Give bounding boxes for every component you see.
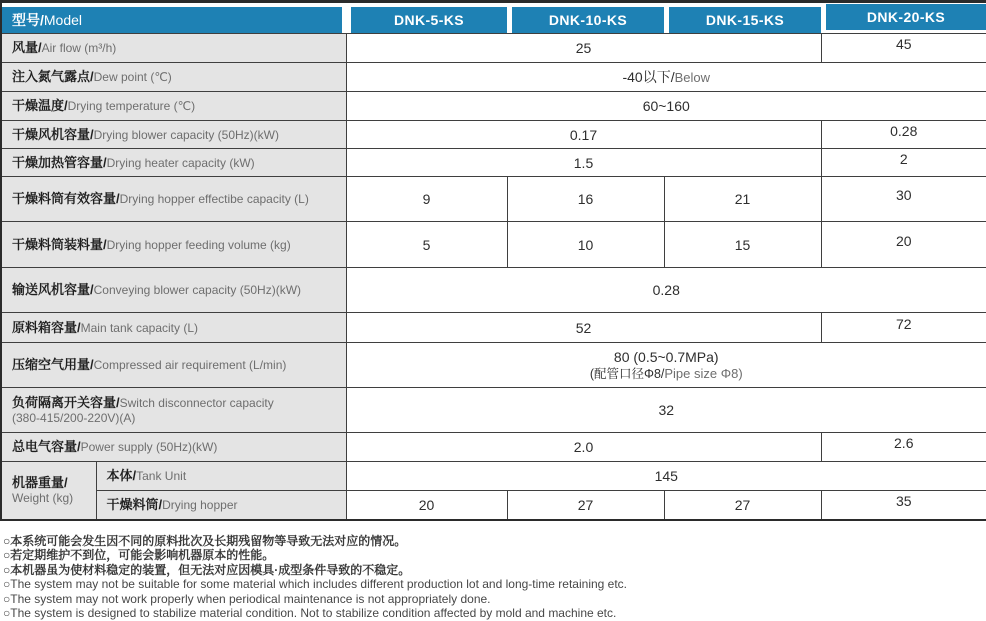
- drying-heater-value-dnk5-15: 1.5: [346, 149, 821, 177]
- col-header-dnk-15-ks: [664, 2, 821, 34]
- label-en: Drying hopper effectibe capacity (L): [120, 192, 309, 206]
- col-header-label: DNK-5-KS: [351, 7, 507, 33]
- row-hopper-capacity: [1, 177, 986, 222]
- label-en: Conveying blower capacity (50Hz)(kW): [94, 283, 301, 297]
- conveying-blower-label: [1, 268, 346, 313]
- power-supply-label: [1, 433, 346, 462]
- col-header-dnk-20-ks: [821, 2, 986, 34]
- cell-value-line2-en: Pipe size Φ8): [664, 366, 742, 381]
- feeding-volume-value-dnk20: [821, 222, 986, 268]
- label-en: Drying temperature (℃): [68, 99, 196, 113]
- hopper-capacity-label: [1, 177, 346, 222]
- drying-temperature-value: 60~160: [346, 92, 986, 121]
- cell-value: 2.6: [894, 435, 913, 451]
- row-compressed-air: [1, 343, 986, 388]
- header-row: [1, 2, 986, 34]
- row-main-tank: [1, 313, 986, 343]
- label-en: Weight (kg): [12, 491, 73, 505]
- cell-value: 72: [896, 316, 912, 332]
- label-en-line2: (380-415/200-220V)(A): [12, 411, 338, 426]
- cell-value-line2: [347, 366, 986, 382]
- footnote-zh-1: ○本系统可能会发生因不同的原料批次及长期残留物等导致无法对应的情况。: [3, 534, 986, 549]
- drying-hopper-label: [96, 491, 346, 520]
- label-en: Dew point (℃): [94, 70, 172, 84]
- col-header-dnk-10-ks: [507, 2, 664, 34]
- row-power-supply: [1, 433, 986, 462]
- cell-value: 0.28: [890, 123, 917, 139]
- label-zh: 注入氮气露点/: [12, 69, 94, 84]
- tank-unit-value: 145: [346, 462, 986, 491]
- label-zh: 干燥加热管容量/: [12, 155, 107, 170]
- cell-value: 45: [896, 36, 912, 52]
- footnote-zh-3: ○本机器虽为使材料稳定的装置，但无法对应因模具·成型条件导致的不稳定。: [3, 563, 986, 578]
- row-weight-drying-hopper: [1, 491, 986, 520]
- compressed-air-label: [1, 343, 346, 388]
- label-en: Drying hopper: [162, 498, 237, 512]
- footnote-en-2: ○The system may not work properly when periodical maintenance is not appropriately done.: [3, 592, 986, 607]
- model-header-label: [2, 7, 342, 33]
- footnote-en-1: ○The system may not be suitable for some material which includes different production lot and long-time retaining etc.: [3, 577, 986, 592]
- label-zh: 压缩空气用量/: [12, 357, 94, 372]
- cell-value: 30: [896, 187, 912, 203]
- cell-value: 2: [900, 151, 908, 167]
- drying-hopper-value-dnk15: 27: [664, 491, 821, 520]
- hopper-capacity-value-dnk10: 16: [507, 177, 664, 222]
- cell-value: 35: [896, 493, 912, 509]
- feeding-volume-value-dnk10: 10: [507, 222, 664, 268]
- hopper-capacity-value-dnk20: [821, 177, 986, 222]
- label-zh: 干燥料筒装料量/: [12, 237, 107, 252]
- label-zh: 总电气容量/: [12, 439, 81, 454]
- label-zh: 本体/: [107, 468, 137, 483]
- row-switch-disconnector: [1, 388, 986, 433]
- hopper-capacity-value-dnk5: 9: [346, 177, 507, 222]
- col-header-label: DNK-10-KS: [512, 7, 664, 33]
- label-en: Compressed air requirement (L/min): [94, 358, 287, 372]
- label-zh: 干燥料筒/: [107, 497, 163, 512]
- label-en: Main tank capacity (L): [81, 321, 198, 335]
- conveying-blower-value: 0.28: [346, 268, 986, 313]
- label-en: Drying hopper feeding volume (kg): [107, 238, 291, 252]
- drying-temperature-label: [1, 92, 346, 121]
- power-supply-value-dnk5-15: 2.0: [346, 433, 821, 462]
- col-header-dnk-5-ks: [346, 2, 507, 34]
- drying-blower-label: [1, 121, 346, 149]
- label-zh: 干燥温度/: [12, 98, 68, 113]
- power-supply-value-dnk20: [821, 433, 986, 462]
- cell-value: 20: [896, 233, 912, 249]
- main-tank-value-dnk5-15: 52: [346, 313, 821, 343]
- drying-hopper-value-dnk10: 27: [507, 491, 664, 520]
- label-zh: 干燥料筒有效容量/: [12, 191, 120, 206]
- footnote-zh-2: ○若定期维护不到位，可能会影响机器原本的性能。: [3, 548, 986, 563]
- drying-heater-value-dnk20: [821, 149, 986, 177]
- switch-disconnector-label: [1, 388, 346, 433]
- label-zh: 风量/: [12, 40, 42, 55]
- compressed-air-value: [346, 343, 986, 388]
- drying-hopper-value-dnk20: [821, 491, 986, 520]
- cell-value-line1: 80 (0.5~0.7MPa): [347, 349, 986, 366]
- air-flow-value-dnk5-15: 25: [346, 34, 821, 63]
- drying-blower-value-dnk20: [821, 121, 986, 149]
- air-flow-label: [1, 34, 346, 63]
- feeding-volume-label: [1, 222, 346, 268]
- label-zh: 负荷隔离开关容量/: [12, 395, 120, 410]
- label-zh: 输送风机容量/: [12, 282, 94, 297]
- tank-unit-label: [96, 462, 346, 491]
- footnote-en-3: ○The system is designed to stabilize material condition. Not to stabilize condition affected by mold and machine etc.: [3, 606, 986, 621]
- label-en: Air flow (m³/h): [42, 41, 117, 55]
- drying-blower-value-dnk5-15: 0.17: [346, 121, 821, 149]
- main-tank-label: [1, 313, 346, 343]
- cell-value-line2-zh: (配管口径Φ8/: [590, 367, 665, 381]
- drying-heater-label: [1, 149, 346, 177]
- weight-label: [1, 462, 96, 520]
- drying-hopper-value-dnk5: 20: [346, 491, 507, 520]
- col-header-label: DNK-20-KS: [826, 4, 986, 30]
- label-en: Drying blower capacity (50Hz)(kW): [94, 128, 279, 142]
- row-dew-point: [1, 63, 986, 92]
- main-tank-value-dnk20: [821, 313, 986, 343]
- label-zh: 原料箱容量/: [12, 320, 81, 335]
- label-en: Tank Unit: [136, 469, 186, 483]
- label-en: Power supply (50Hz)(kW): [81, 440, 218, 454]
- dew-point-value: [346, 63, 986, 92]
- row-drying-blower: [1, 121, 986, 149]
- label-en: Switch disconnector capacity: [120, 396, 274, 410]
- hopper-capacity-value-dnk15: 21: [664, 177, 821, 222]
- label-zh: 干燥风机容量/: [12, 127, 94, 142]
- air-flow-value-dnk20: [821, 34, 986, 63]
- feeding-volume-value-dnk15: 15: [664, 222, 821, 268]
- model-label-zh: 型号/: [12, 10, 44, 30]
- dew-point-label: [1, 63, 346, 92]
- row-conveying-blower: [1, 268, 986, 313]
- label-en: Drying heater capacity (kW): [107, 156, 255, 170]
- switch-disconnector-value: 32: [346, 388, 986, 433]
- col-header-label: DNK-15-KS: [669, 7, 821, 33]
- label-zh: 机器重量/: [12, 475, 88, 490]
- model-label-en: Model: [44, 12, 82, 28]
- row-drying-heater: [1, 149, 986, 177]
- cell-value-en: Below: [675, 70, 710, 85]
- footnotes: [0, 521, 986, 621]
- cell-value-zh: -40以下/: [622, 69, 674, 85]
- feeding-volume-value-dnk5: 5: [346, 222, 507, 268]
- model-header-cell: [1, 2, 346, 34]
- row-feeding-volume: [1, 222, 986, 268]
- row-weight-tank-unit: [1, 462, 986, 491]
- row-air-flow: [1, 34, 986, 63]
- row-drying-temperature: [1, 92, 986, 121]
